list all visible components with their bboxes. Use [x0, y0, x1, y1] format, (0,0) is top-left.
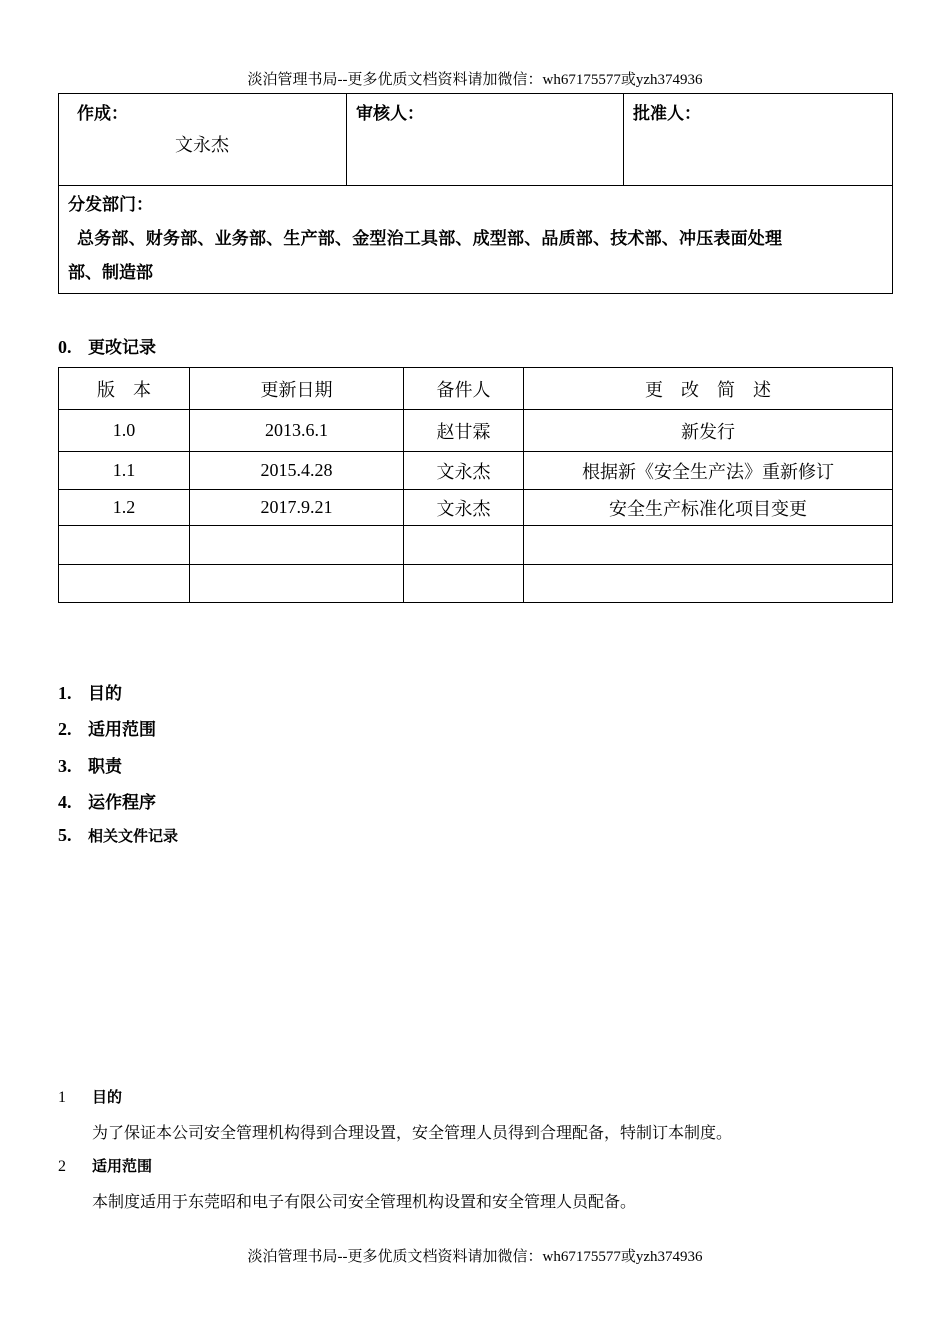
revision-table	[58, 367, 893, 603]
toc-title: 职责	[88, 757, 122, 777]
revision-heading	[58, 333, 156, 358]
reviewer-cell	[347, 94, 624, 186]
cell-description	[524, 526, 893, 565]
header-author: 备件人	[404, 368, 524, 410]
table-row	[59, 526, 893, 565]
cell-description: 安全生产标准化项目变更	[524, 490, 893, 526]
toc-title: 目的	[88, 684, 122, 704]
cell-version	[59, 526, 190, 565]
cell-date: 2017.9.21	[190, 490, 404, 526]
header-version: 版 本	[59, 368, 190, 410]
distribution-line-2: 部、制造部	[68, 263, 153, 283]
header-description: 更 改 简 述	[524, 368, 893, 410]
section-1-text: 为了保证本公司安全管理机构得到合理设置，安全管理人员得到合理配备，特制订本制度。	[92, 1123, 733, 1142]
toc-number: 5.	[58, 825, 72, 845]
cell-description	[524, 565, 893, 603]
cell-version: 1.2	[59, 490, 190, 526]
cell-author: 赵甘霖	[404, 410, 524, 452]
toc-title: 运作程序	[88, 793, 156, 813]
cell-version: 1.1	[59, 452, 190, 490]
distribution-cell	[59, 186, 893, 294]
cell-date	[190, 526, 404, 565]
approver-label: 批准人：	[633, 104, 701, 124]
approver-cell	[624, 94, 893, 186]
cell-date	[190, 565, 404, 603]
section-1-title: 目的	[92, 1088, 123, 1106]
revision-heading-number: 0.	[58, 337, 72, 357]
toc-number: 4.	[58, 792, 72, 812]
toc-number: 1.	[58, 683, 72, 703]
revision-heading-title: 更改记录	[88, 338, 156, 358]
distribution-label: 分发部门：	[68, 195, 153, 215]
author-name: 文永杰	[175, 135, 229, 156]
cell-author: 文永杰	[404, 490, 524, 526]
section-1-heading	[58, 1086, 122, 1107]
signoff-table	[58, 93, 893, 294]
cell-description: 根据新《安全生产法》重新修订	[524, 452, 893, 490]
cell-description: 新发行	[524, 410, 893, 452]
section-2-text: 本制度适用于东莞昭和电子有限公司安全管理机构设置和安全管理人员配备。	[92, 1192, 637, 1211]
cell-date: 2015.4.28	[190, 452, 404, 490]
toc-item	[58, 752, 122, 777]
table-row	[59, 410, 893, 452]
toc-number: 3.	[58, 756, 72, 776]
cell-date: 2013.6.1	[190, 410, 404, 452]
header-update-date: 更新日期	[190, 368, 404, 410]
section-2-heading	[58, 1155, 152, 1176]
revision-table-header	[59, 368, 893, 410]
toc-item	[58, 825, 178, 846]
section-2-number: 2	[58, 1158, 66, 1175]
section-2-title: 适用范围	[92, 1157, 153, 1175]
toc-item	[58, 679, 122, 704]
table-row	[59, 565, 893, 603]
toc-item	[58, 715, 156, 740]
table-row	[59, 490, 893, 526]
page-footer-note: 淡泊管理书局--更多优质文档资料请加微信：wh67175577或yzh374936	[247, 1249, 703, 1265]
reviewer-label: 审核人：	[356, 104, 424, 124]
section-1-number: 1	[58, 1089, 66, 1106]
cell-author	[404, 565, 524, 603]
toc-item	[58, 788, 156, 813]
distribution-line-1: 总务部、财务部、业务部、生产部、金型治工具部、成型部、品质部、技术部、冲压表面处理	[77, 229, 783, 249]
page-header-note: 淡泊管理书局--更多优质文档资料请加微信：wh67175577或yzh374936	[247, 72, 703, 88]
toc-number: 2.	[58, 719, 72, 739]
toc-title: 适用范围	[88, 720, 156, 740]
cell-version: 1.0	[59, 410, 190, 452]
cell-author: 文永杰	[404, 452, 524, 490]
cell-version	[59, 565, 190, 603]
table-row	[59, 452, 893, 490]
toc-title: 相关文件记录	[88, 827, 179, 845]
author-label: 作成：	[77, 104, 128, 124]
cell-author	[404, 526, 524, 565]
author-cell	[59, 94, 347, 186]
